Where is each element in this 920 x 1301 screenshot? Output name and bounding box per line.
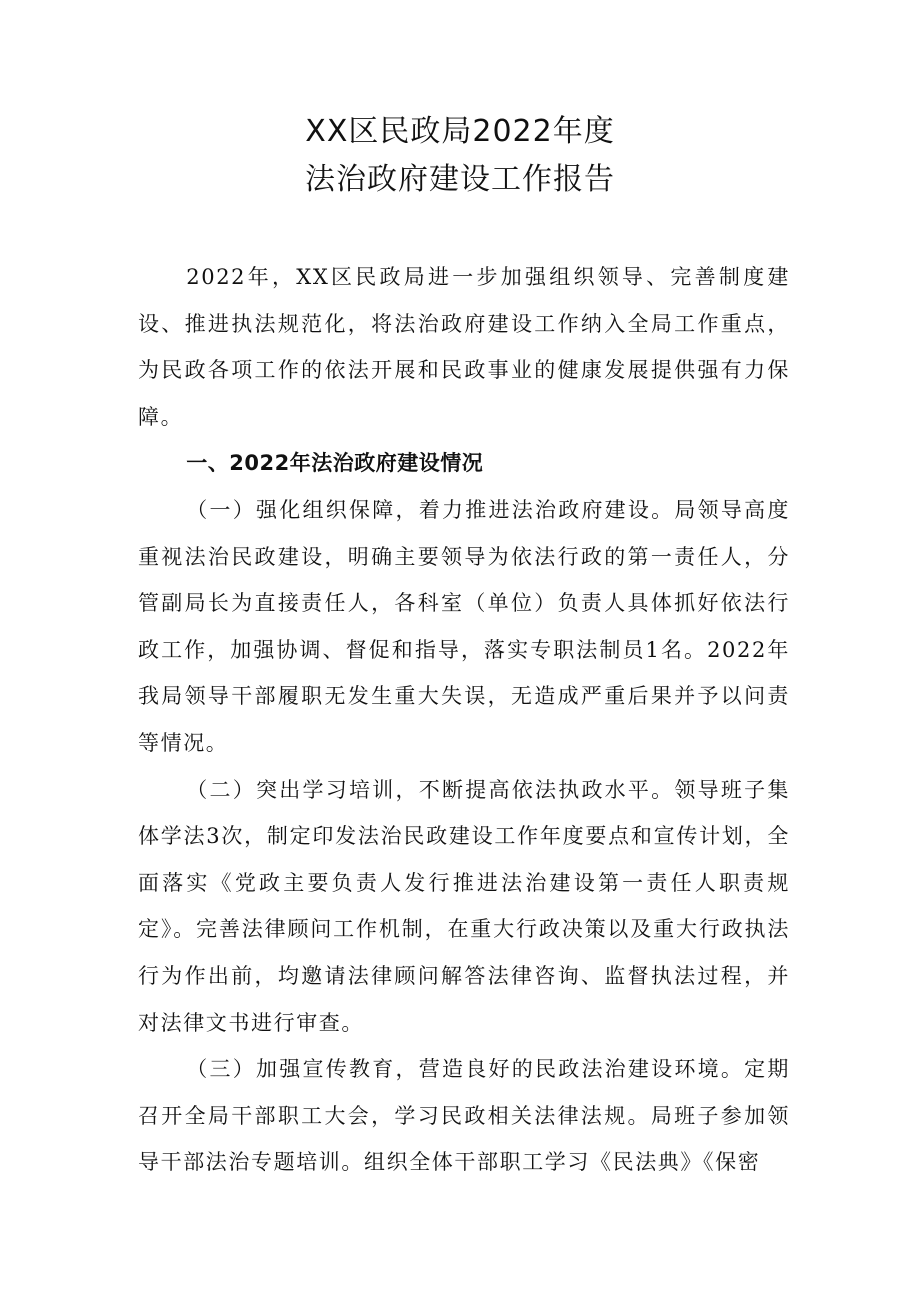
paragraph-2: （二）突出学习培训，不断提高依法执政水平。领导班子集体学法3次，制定印发法治民政建设工作年度要点和宣传计划，全面落实《党政主要负责人发行推进法治建设第一责任人职责规定》。完善法律顾问工作机制，在重大行政决策以及重大行政执法行为作出前，均邀请法律顾问解答法律咨询、监督执法过程，并对法律文书进行审查。	[138, 777, 790, 1035]
paragraph-1: （一）强化组织保障，着力推进法治政府建设。局领导高度重视法治民政建设，明确主要领导为依法行政的第一责任人，分管副局长为直接责任人，各科室（单位）负责人具体抓好依法行政工作，加强协调、督促和指导，落实专职法制员1名。2022年我局领导干部履职无发生重大失误，无造成严重后果并予以问责等情况。	[138, 497, 790, 755]
document-title-line-1: XX区民政局2022年度	[305, 114, 615, 149]
intro-paragraph: 2022年，XX区民政局进一步加强组织领导、完善制度建设、推进执法规范化，将法治政府建设工作纳入全局工作重点，为民政各项工作的依法开展和民政事业的健康发展提供强有力保障。	[138, 265, 790, 429]
document-body	[138, 254, 790, 1186]
document-title-line-2: 法治政府建设工作报告	[305, 162, 615, 197]
paragraph-3: （三）加强宣传教育，营造良好的民政法治建设环境。定期召开全局干部职工大会，学习民政相关法律法规。局班子参加领导干部法治专题培训。组织全体干部职工学习《民法典》《保密	[138, 1057, 790, 1175]
section-heading-1: 一、2022年法治政府建设情况	[186, 451, 484, 476]
